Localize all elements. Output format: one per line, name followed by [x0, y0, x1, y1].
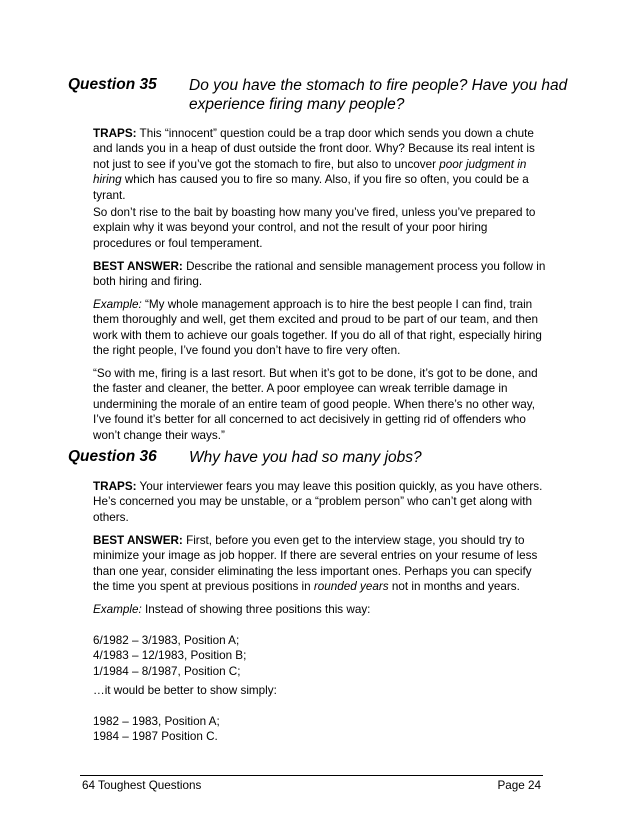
page-number: Page 24 — [497, 779, 541, 792]
question-number: Question 35 — [68, 76, 157, 93]
paragraph: “So with me, firing is a last resort. But when it’s got to be done, it’s got to be done, and the faster and cleaner, the better. A poor employee can wreak terrible damage in undermining the morale of an entire team of good people. When there’s no other way, I’ve found it’s better for all concerned to act decisively in getting rid of offenders who won’t change their ways.” — [93, 367, 538, 442]
question-text: Why have you had so many jobs? — [189, 449, 422, 466]
list-item: 1984 – 1987 Position C. — [93, 730, 218, 744]
q35-example — [93, 297, 548, 359]
question-35-header — [68, 76, 578, 114]
example-label: Example: — [93, 298, 142, 311]
q36-best-answer — [93, 533, 548, 595]
paragraph: …it would be better to show simply: — [93, 684, 277, 697]
traps-text-a: This “innocent” question could be a trap door which sends you down a chute and lands you in a heap of dust outside the front door. Why? Because its real intent is not just to see if you’ve got the stomach to fire, but also to uncover — [93, 127, 535, 171]
paragraph: So don’t rise to the bait by boasting how many you’ve fired, unless you’ve prepared to explain why it was beyond your control, and not the result of your poor hiring procedures or foul temperament. — [93, 206, 536, 250]
best-answer-text-a: First, before you even get to the interview stage, you should try to minimize your image as job hopper. If there are several entries on your resume of less than one year, consider eliminating the less important ones. Perhaps you can specify the time you spent at previous positions in — [93, 534, 538, 594]
best-answer-label: BEST ANSWER: — [93, 534, 183, 547]
q36-example — [93, 602, 548, 617]
q35-paragraph-2 — [93, 205, 548, 251]
q35-traps — [93, 126, 548, 203]
list-item: 1982 – 1983, Position A; — [93, 715, 220, 728]
best-answer-text: Describe the rational and sensible management process you follow in both hiring and firing. — [93, 260, 546, 289]
traps-text: Your interviewer fears you may leave this position quickly, as you have others. He’s concerned you may be unstable, or a “problem person” who can’t get along with others. — [93, 480, 543, 524]
q36-list-1 — [93, 633, 548, 679]
best-answer-text-b: not in months and years. — [388, 580, 520, 594]
q36-list-2 — [93, 714, 548, 745]
traps-text-b: which has caused you to fire so many. Also, if you fire so often, you could be a tyrant. — [93, 173, 529, 202]
q35-quote-2 — [93, 366, 548, 443]
list-item: 1/1984 – 8/1987, Position C; — [93, 664, 241, 678]
example-text: Instead of showing three positions this way: — [141, 603, 371, 616]
footer-divider — [80, 775, 543, 776]
traps-label: TRAPS: — [93, 480, 137, 493]
question-36-header — [68, 448, 578, 467]
footer-title: 64 Toughest Questions — [82, 779, 202, 792]
question-number: Question 36 — [68, 448, 157, 465]
q35-best-answer — [93, 259, 548, 290]
q36-traps — [93, 479, 548, 525]
list-item: 6/1982 – 3/1983, Position A; — [93, 634, 240, 647]
example-label: Example: — [93, 603, 142, 616]
q36-bridge — [93, 683, 548, 698]
list-item: 4/1983 – 12/1983, Position B; — [93, 649, 247, 663]
best-answer-emphasis: rounded years — [313, 580, 389, 594]
traps-emphasis: poor judgment in hiring — [93, 157, 527, 187]
page-footer — [82, 779, 541, 792]
traps-label: TRAPS: — [93, 127, 137, 140]
example-text: “My whole management approach is to hire the best people I can find, train them thoroughly and well, get them excited and proud to be part of our team, and then work with them to achieve our goals together. If you do all of that right, especially hiring the right people, I’ve found you don’t have to fire very often. — [93, 298, 542, 358]
best-answer-label: BEST ANSWER: — [93, 260, 183, 273]
question-text: Do you have the stomach to fire people? Have you had experience firing many people? — [189, 77, 568, 113]
